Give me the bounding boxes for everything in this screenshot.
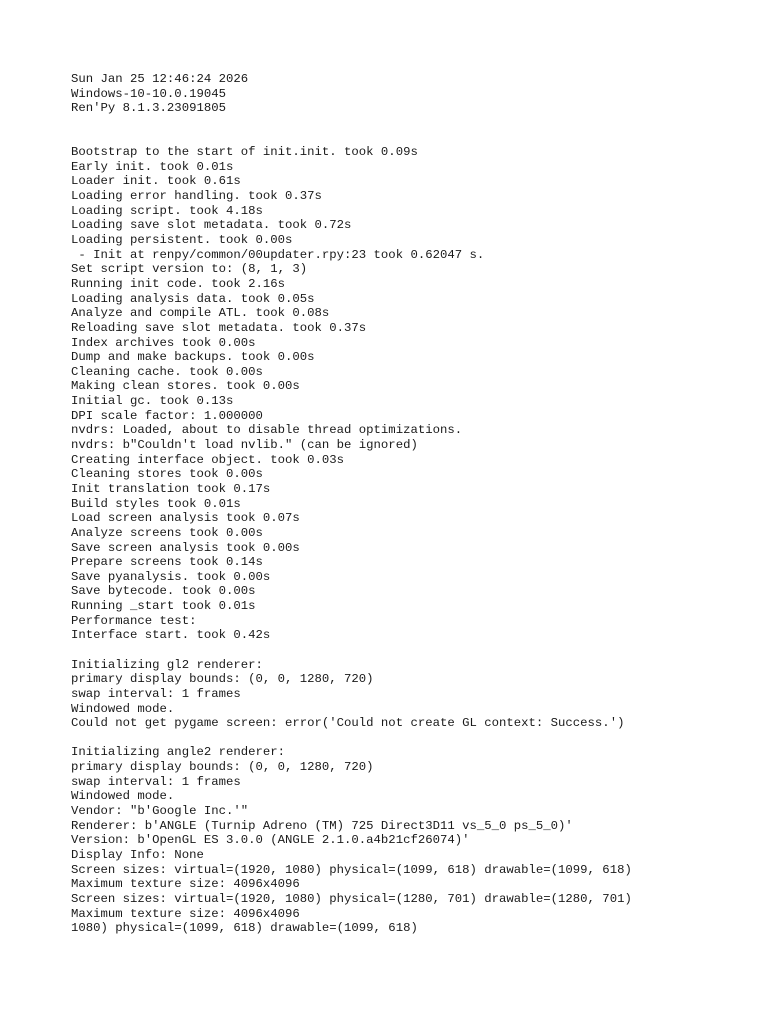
log-line: Screen sizes: virtual=(1920, 1080) physical=(1099, 618) drawable=(1099, 618): [71, 862, 632, 877]
log-line: Prepare screens took 0.14s: [71, 555, 263, 570]
log-line: Making clean stores. took 0.00s: [71, 379, 300, 394]
log-line: 1080) physical=(1099, 618) drawable=(1099, 618): [71, 921, 418, 936]
log-line: Maximum texture size: 4096x4096: [71, 877, 300, 892]
log-line: Analyze screens took 0.00s: [71, 525, 263, 540]
log-line: swap interval: 1 frames: [71, 774, 241, 789]
log-line: Set script version to: (8, 1, 3): [71, 262, 308, 277]
log-line: Maximum texture size: 4096x4096: [71, 906, 300, 921]
log-line: swap interval: 1 frames: [71, 686, 241, 701]
log-line: Dump and make backups. took 0.00s: [71, 350, 315, 365]
blank-line: [71, 116, 761, 131]
log-line: Ren'Py 8.1.3.23091805: [71, 101, 226, 116]
log-line: Early init. took 0.01s: [71, 159, 234, 174]
log-text: [71, 72, 761, 936]
log-line: Initializing angle2 renderer:: [71, 745, 286, 760]
log-line: Loading persistent. took 0.00s: [71, 233, 293, 248]
log-line: Creating interface object. took 0.03s: [71, 452, 345, 467]
log-line: Interface start. took 0.42s: [71, 628, 271, 643]
log-line: Windowed mode.: [71, 701, 175, 716]
log-line: Loading error handling. took 0.37s: [71, 189, 322, 204]
log-line: Screen sizes: virtual=(1920, 1080) physical=(1280, 701) drawable=(1280, 701): [71, 891, 632, 906]
log-line: Save screen analysis took 0.00s: [71, 540, 300, 555]
log-line: Windows-10-10.0.19045: [71, 86, 226, 101]
log-line: Build styles took 0.01s: [71, 496, 241, 511]
blank-line: [71, 643, 761, 658]
log-line: Version: b'OpenGL ES 3.0.0 (ANGLE 2.1.0.a4b21cf26074)': [71, 833, 470, 848]
log-line: Sun Jan 25 12:46:24 2026: [71, 72, 249, 86]
log-line: Index archives took 0.00s: [71, 335, 256, 350]
log-line: Reloading save slot metadata. took 0.37s: [71, 320, 367, 335]
log-line: Load screen analysis took 0.07s: [71, 511, 300, 526]
log-line: Running init code. took 2.16s: [71, 276, 286, 291]
log-line: Analyze and compile ATL. took 0.08s: [71, 306, 330, 321]
log-line: Renderer: b'ANGLE (Turnip Adreno (TM) 725 Direct3D11 vs_5_0 ps_5_0)': [71, 818, 573, 833]
log-line: Performance test:: [71, 613, 197, 628]
log-line: Loader init. took 0.61s: [71, 174, 241, 189]
log-line: Initial gc. took 0.13s: [71, 394, 234, 409]
blank-line: [71, 731, 761, 746]
log-line: Save pyanalysis. took 0.00s: [71, 569, 271, 584]
log-line: primary display bounds: (0, 0, 1280, 720): [71, 672, 374, 687]
log-line: DPI scale factor: 1.000000: [71, 408, 263, 423]
log-line: Loading analysis data. took 0.05s: [71, 291, 315, 306]
log-line: nvdrs: b"Couldn't load nvlib." (can be ignored): [71, 438, 418, 453]
log-line: primary display bounds: (0, 0, 1280, 720): [71, 760, 374, 775]
log-line: Could not get pygame screen: error('Could not create GL context: Success.'): [71, 716, 625, 731]
log-line: - Init at renpy/common/00updater.rpy:23 took 0.62047 s.: [71, 247, 485, 262]
log-line: Windowed mode.: [71, 789, 175, 804]
log-line: Bootstrap to the start of init.init. took 0.09s: [71, 145, 418, 160]
log-line: Running _start took 0.01s: [71, 599, 256, 614]
log-line: Loading save slot metadata. took 0.72s: [71, 218, 352, 233]
log-line: Init translation took 0.17s: [71, 481, 271, 496]
blank-line: [71, 131, 761, 146]
log-line: Vendor: "b'Google Inc.'": [71, 804, 249, 819]
log-line: Display Info: None: [71, 847, 204, 862]
log-line: Cleaning cache. took 0.00s: [71, 364, 263, 379]
log-line: Cleaning stores took 0.00s: [71, 467, 263, 482]
log-line: Loading script. took 4.18s: [71, 203, 263, 218]
log-line: nvdrs: Loaded, about to disable thread optimizations.: [71, 423, 463, 438]
log-line: Save bytecode. took 0.00s: [71, 584, 256, 599]
log-line: Initializing gl2 renderer:: [71, 657, 263, 672]
